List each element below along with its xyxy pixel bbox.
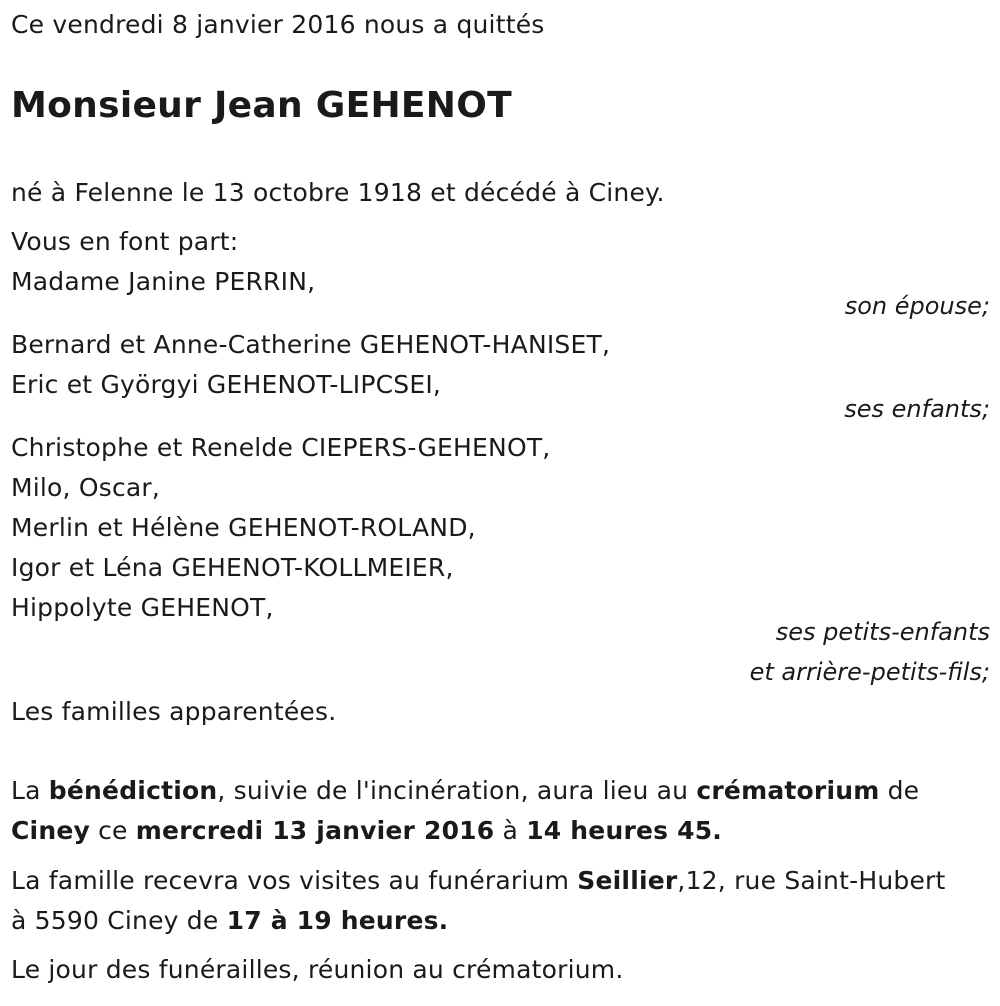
ceremony-text: de <box>879 776 920 805</box>
spouse-name: Madame Janine PERRIN, <box>11 267 316 296</box>
ceremony-bold: bénédiction <box>48 776 218 805</box>
great-grandchildren-role: et arrière-petits-fils; <box>749 658 990 686</box>
grandchild-line: Milo, Oscar, <box>11 473 161 502</box>
funeral-day-text: Le jour des funérailles, réunion au crématorium. <box>11 955 624 984</box>
ceremony-bold: crématorium <box>696 776 880 805</box>
ceremony-text: à <box>494 816 527 845</box>
grandchild-line: Christophe et Renelde CIEPERS-GEHENOT, <box>11 433 551 462</box>
grandchild-line: Merlin et Hélène GEHENOT-ROLAND, <box>11 513 476 542</box>
child-line: Bernard et Anne-Catherine GEHENOT-HANISET, <box>11 330 611 359</box>
ceremony-bold: 14 heures 45. <box>526 816 723 845</box>
deceased-name: Monsieur Jean GEHENOT <box>11 85 513 126</box>
visits-text: La famille recevra vos visites au funérarium <box>11 866 578 895</box>
announcers-intro: Vous en font part: <box>11 227 239 256</box>
visits-line-2 <box>11 906 448 936</box>
families-text: Les familles apparentées. <box>11 697 337 726</box>
visits-line-1 <box>11 866 946 896</box>
ceremony-text: La <box>11 776 49 805</box>
ceremony-bold: mercredi 13 janvier 2016 <box>135 816 495 845</box>
visits-text: à 5590 Ciney de <box>11 906 227 935</box>
ceremony-line-1 <box>11 776 919 806</box>
visits-text: ,12, rue Saint-Hubert <box>677 866 946 895</box>
grandchild-line: Igor et Léna GEHENOT-KOLLMEIER, <box>11 553 454 582</box>
children-role: ses enfants; <box>844 395 990 423</box>
grandchild-line: Hippolyte GEHENOT, <box>11 593 274 622</box>
visits-bold: 17 à 19 heures. <box>226 906 449 935</box>
child-line: Eric et Györgyi GEHENOT-LIPCSEI, <box>11 370 442 399</box>
ceremony-line-2 <box>11 816 722 846</box>
birth-death-text: né à Felenne le 13 octobre 1918 et décédé à Ciney. <box>11 178 665 207</box>
ceremony-bold: Ciney <box>11 816 90 845</box>
ceremony-text: , suivie de l'incinération, aura lieu au <box>217 776 697 805</box>
grandchildren-role: ses petits-enfants <box>775 618 990 646</box>
spouse-role: son épouse; <box>844 292 990 320</box>
ceremony-text: ce <box>89 816 136 845</box>
visits-bold: Seillier <box>577 866 678 895</box>
intro-text: Ce vendredi 8 janvier 2016 nous a quittés <box>11 10 545 39</box>
